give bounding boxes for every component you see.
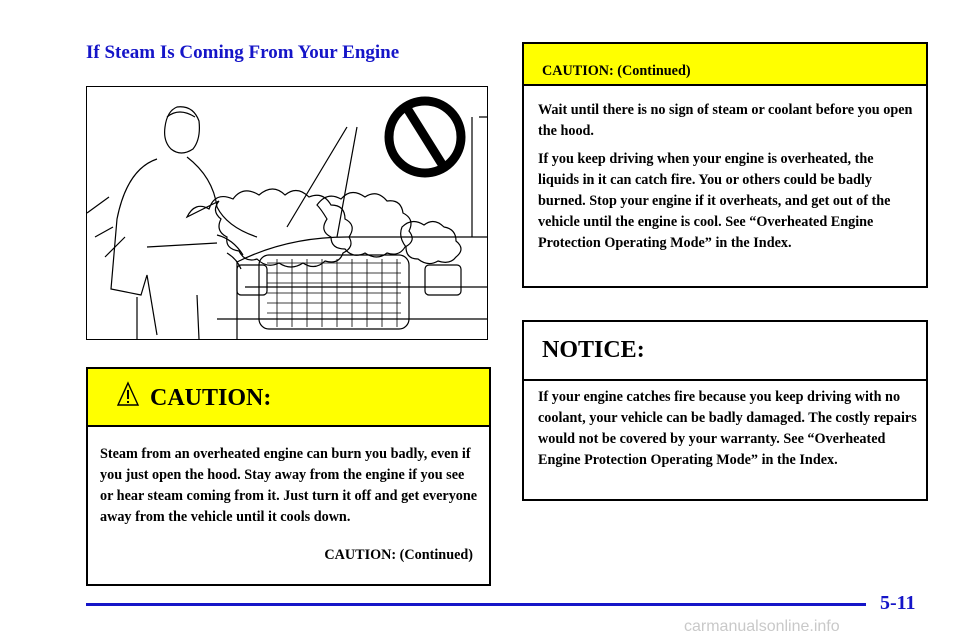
prohibition-icon <box>389 101 461 173</box>
notice-header <box>524 322 926 381</box>
caution-box <box>86 367 491 586</box>
notice-body: If your engine catches fire because you keep driving with no coolant, your vehicle can be badly damaged. The costly repairs would not be covered by your warranty. See “Overheated Engine Protection Operating Mode” in the Index. <box>538 389 917 468</box>
caution-paragraph: Wait until there is no sign of steam or coolant before you open the hood. <box>538 102 913 139</box>
warning-triangle-icon <box>116 381 140 407</box>
notice-title: NOTICE: <box>542 337 645 363</box>
caution-continued-label: CAUTION: (Continued) <box>324 547 473 563</box>
caution-continued-body <box>538 100 918 261</box>
caution-header <box>88 369 489 427</box>
caution-continued-header <box>524 44 926 86</box>
caution-continued-title: CAUTION: (Continued) <box>542 63 691 79</box>
section-heading: If Steam Is Coming From Your Engine <box>86 42 400 63</box>
watermark: carmanualsonline.info <box>684 618 840 635</box>
caution-continued-box <box>522 42 928 288</box>
steam-engine-illustration <box>86 86 488 340</box>
caution-title: CAUTION: <box>150 385 272 411</box>
caution-paragraph: If you keep driving when your engine is overheated, the liquids in it can catch fire. You or others could be badly burned. Stop your engine if it overheats, and get out of the vehicle until the engine is cool. See “Overheated Engine Protection Operating Mode” in the Index. <box>538 151 891 251</box>
page-number: 5-11 <box>880 592 916 614</box>
footer-rule <box>86 603 866 606</box>
caution-body: Steam from an overheated engine can burn you badly, even if you just open the hood. Stay away from the engine if you see or hear steam coming from it. Just turn it off and get everyone away from the vehicle until it cools down. <box>100 446 478 525</box>
notice-box <box>522 320 928 501</box>
